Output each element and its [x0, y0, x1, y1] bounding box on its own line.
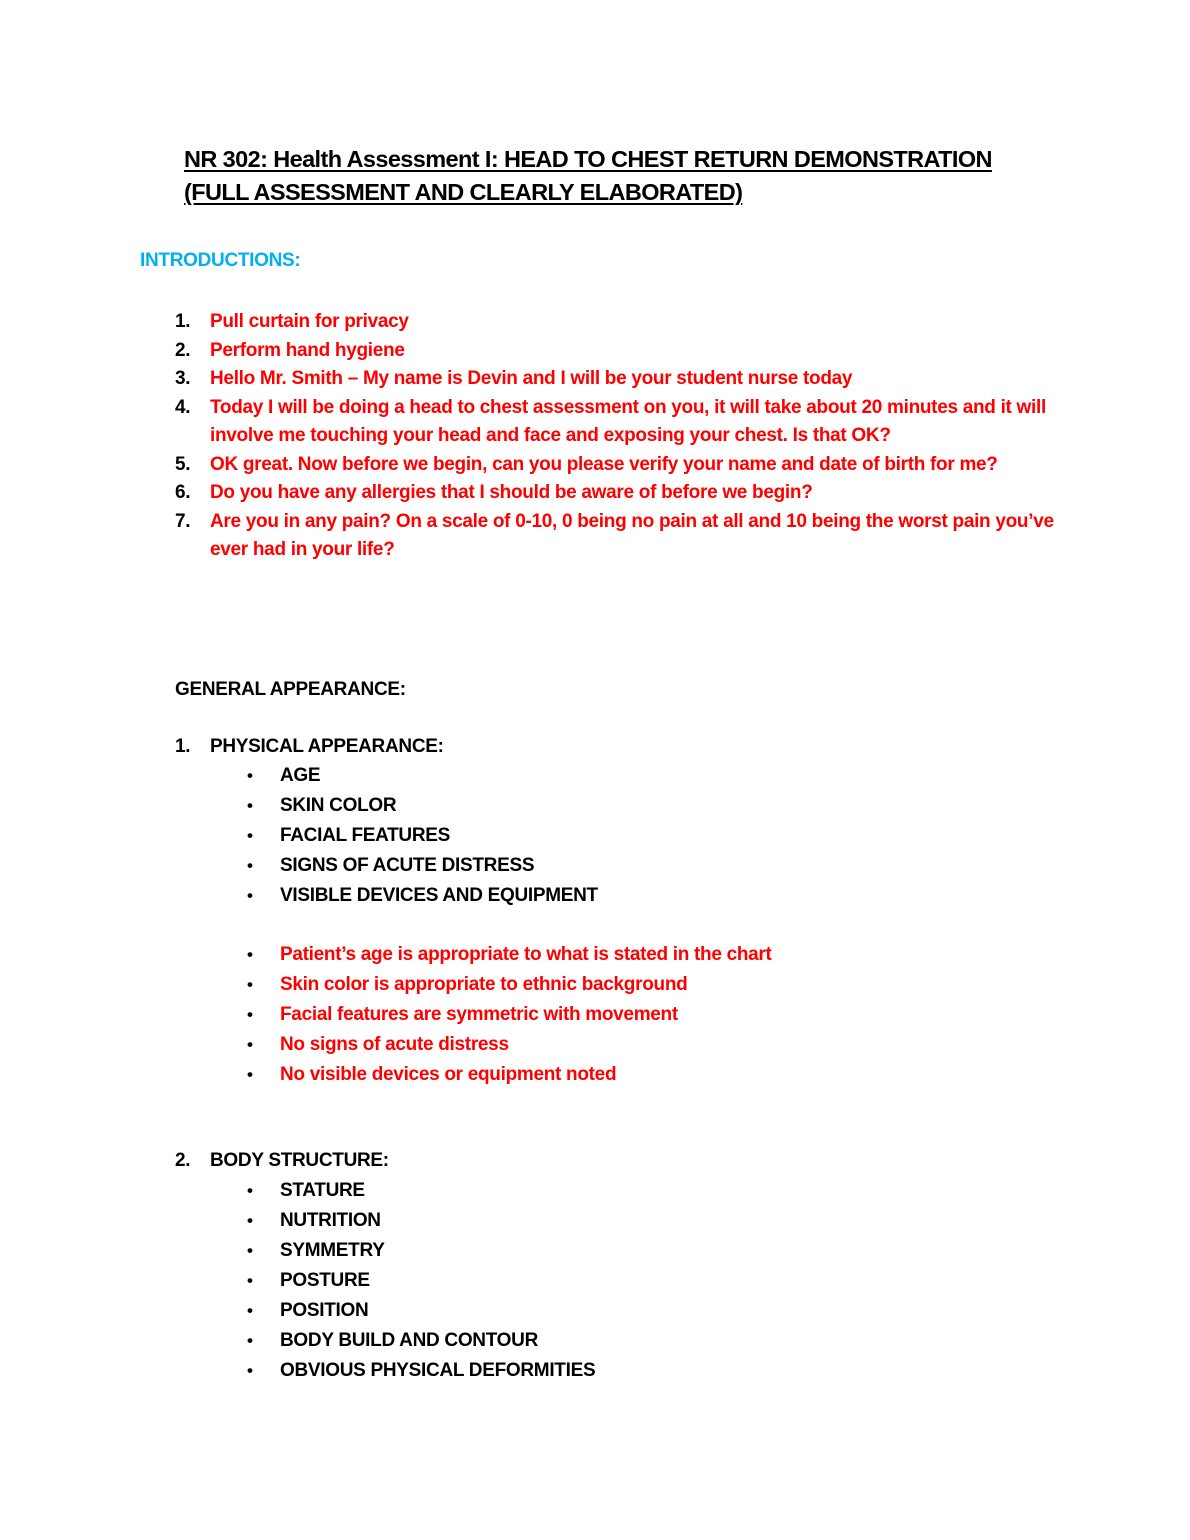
title-line-1: NR 302: Health Assessment I: HEAD TO CHEST RETURN DEMONSTRATION: [184, 146, 992, 172]
introductions-list: [175, 308, 1055, 565]
bullet-icon: •: [247, 766, 253, 785]
physical-appearance-label: PHYSICAL APPEARANCE:: [210, 736, 444, 757]
intro-item-number: 7.: [175, 510, 191, 532]
criteria-text: SKIN COLOR: [280, 795, 397, 816]
bullet-icon: •: [247, 1035, 253, 1054]
intro-item-number: 2.: [175, 339, 191, 361]
intro-item-text: Perform hand hygiene: [210, 339, 405, 361]
bullet-icon: •: [247, 1241, 253, 1260]
bullet-icon: •: [247, 1005, 253, 1024]
physical-appearance-findings: [245, 940, 772, 1090]
criteria-text: OBVIOUS PHYSICAL DEFORMITIES: [280, 1360, 596, 1381]
list-item: [245, 1326, 595, 1356]
criteria-text: NUTRITION: [280, 1210, 381, 1231]
criteria-text: FACIAL FEATURES: [280, 825, 451, 846]
physical-appearance-number: 1.: [175, 736, 191, 757]
list-item: [245, 791, 598, 821]
document-title: [184, 143, 1044, 209]
list-item: [245, 1000, 772, 1030]
bullet-icon: •: [247, 1211, 253, 1230]
general-appearance-heading: GENERAL APPEARANCE:: [175, 679, 406, 700]
intro-item-number: 4.: [175, 396, 191, 418]
criteria-text: VISIBLE DEVICES AND EQUIPMENT: [280, 885, 598, 906]
bullet-icon: •: [247, 1361, 253, 1380]
body-structure-number: 2.: [175, 1150, 191, 1171]
intro-item: [175, 394, 1055, 451]
list-item: [245, 1236, 595, 1266]
finding-text: Skin color is appropriate to ethnic background: [280, 974, 688, 995]
finding-text: Patient’s age is appropriate to what is stated in the chart: [280, 944, 772, 965]
intro-item-text: Do you have any allergies that I should be aware of before we begin?: [210, 482, 813, 503]
bullet-icon: •: [247, 796, 253, 815]
bullet-icon: •: [247, 1065, 253, 1084]
intro-item-number: 3.: [175, 368, 191, 389]
criteria-text: POSTURE: [280, 1270, 370, 1291]
bullet-icon: •: [247, 886, 253, 905]
list-item: [245, 1296, 595, 1326]
bullet-icon: •: [247, 1331, 253, 1350]
intro-item: [175, 337, 1055, 366]
bullet-icon: •: [247, 1181, 253, 1200]
intro-item-text: OK great. Now before we begin, can you please verify your name and date of birth for me?: [210, 453, 998, 475]
list-item: [245, 1176, 595, 1206]
list-item: [245, 1356, 595, 1386]
finding-text: No signs of acute distress: [280, 1034, 509, 1055]
intro-item-text: Are you in any pain? On a scale of 0-10, 0 being no pain at all and 10 being the worst pain you’ve ever had in your life?: [210, 510, 1054, 560]
list-item: [245, 821, 598, 851]
finding-text: Facial features are symmetric with movement: [280, 1004, 678, 1025]
bullet-icon: •: [247, 945, 253, 964]
bullet-icon: •: [247, 1301, 253, 1320]
list-item: [245, 1266, 595, 1296]
introductions-heading: INTRODUCTIONS:: [140, 250, 301, 271]
criteria-text: SIGNS OF ACUTE DISTRESS: [280, 855, 535, 876]
intro-item-text: Hello Mr. Smith – My name is Devin and I will be your student nurse today: [210, 368, 853, 389]
list-item: [245, 1060, 772, 1090]
intro-item-text: Pull curtain for privacy: [210, 311, 409, 332]
bullet-icon: •: [247, 975, 253, 994]
intro-item: [175, 479, 1055, 508]
body-structure-label: BODY STRUCTURE:: [210, 1150, 389, 1171]
intro-item: [175, 308, 1055, 337]
list-item: [245, 1030, 772, 1060]
intro-item-number: 6.: [175, 482, 191, 503]
list-item: [245, 881, 598, 911]
list-item: [245, 940, 772, 970]
physical-appearance-criteria: [245, 761, 598, 911]
bullet-icon: •: [247, 856, 253, 875]
criteria-text: AGE: [280, 765, 321, 786]
body-structure-heading: [175, 1150, 389, 1172]
bullet-icon: •: [247, 1271, 253, 1290]
criteria-text: POSITION: [280, 1300, 369, 1321]
intro-item-number: 1.: [175, 311, 191, 332]
criteria-text: STATURE: [280, 1180, 365, 1201]
intro-item: [175, 508, 1055, 565]
intro-item-text: Today I will be doing a head to chest assessment on you, it will take about 20 minutes and it will involve me touching your head and face and exposing your chest. Is that OK?: [210, 396, 1046, 446]
criteria-text: BODY BUILD AND CONTOUR: [280, 1330, 538, 1351]
physical-appearance-heading: [175, 736, 444, 758]
list-item: [245, 970, 772, 1000]
finding-text: No visible devices or equipment noted: [280, 1064, 617, 1085]
intro-item-number: 5.: [175, 453, 191, 475]
intro-item: [175, 365, 1055, 394]
list-item: [245, 1206, 595, 1236]
bullet-icon: •: [247, 826, 253, 845]
list-item: [245, 851, 598, 881]
intro-item: [175, 451, 1055, 480]
criteria-text: SYMMETRY: [280, 1240, 385, 1261]
body-structure-criteria: [245, 1176, 595, 1386]
list-item: [245, 761, 598, 791]
title-line-2: (FULL ASSESSMENT AND CLEARLY ELABORATED): [184, 179, 743, 205]
